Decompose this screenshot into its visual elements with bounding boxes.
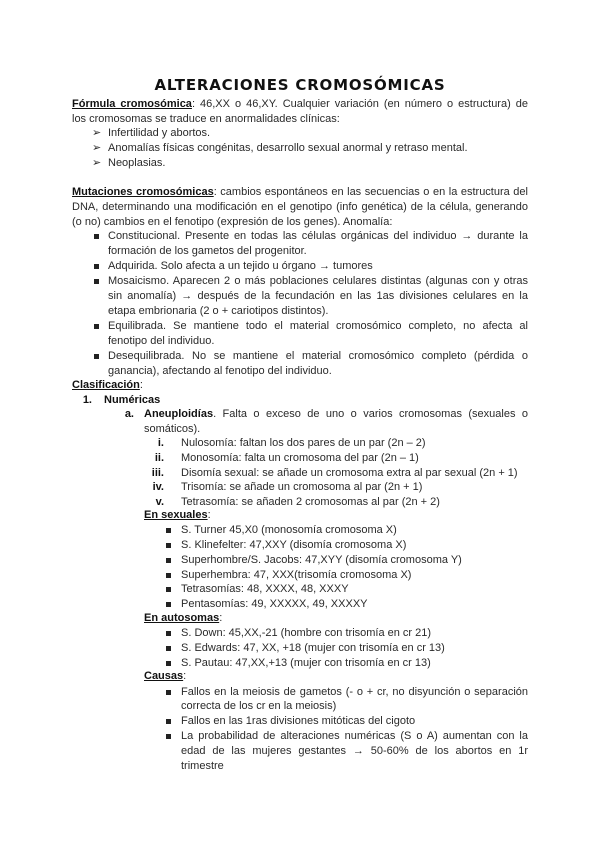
sexuales-colon: : [207, 509, 211, 521]
autosomas-item: S. Edwards: 47, XX, +18 (mujer con trisomía en cr 13) [181, 642, 445, 654]
sexuales-heading-line [144, 508, 211, 523]
formula-paragraph-line-1 [72, 97, 528, 112]
roman-marker: v. [155, 496, 164, 508]
mutacion-item-line: Constitucional. Presente en todas las células orgánicas del individuo → durante la [108, 230, 528, 242]
autosomas-item: S. Down: 45,XX,-21 (hombre con trisomía en cr 21) [181, 627, 432, 639]
causas-item-line: La probabilidad de alteraciones numéricas (S o A) aumentan con la [181, 730, 528, 742]
causas-item-line: Fallos en las 1ras divisiones mitóticas del cigoto [181, 715, 416, 727]
mutaciones-text-1: : cambios espontáneos en las secuencias o en la estructura del [213, 186, 528, 198]
autosomas-heading-line [144, 611, 222, 626]
arrow-bullet-icon: ➢ [92, 127, 102, 139]
mutacion-item-line: etapa embrionaria (2 o + cariotipos distintos). [108, 305, 329, 317]
autosomas-item: S. Pautau: 47,XX,+13 (mujer con trisomía en cr 13) [181, 657, 431, 669]
sexuales-item: S. Turner 45,X0 (monosomía cromosoma X) [181, 524, 397, 536]
arrow-bullet-icon: ➢ [92, 142, 102, 154]
causas-label: Causas [144, 670, 184, 682]
formula-item: Neoplasias. [108, 157, 166, 169]
formula-heading: Fórmula cromosómica [72, 98, 192, 110]
mutacion-item-line: sin anomalía) → después de la fecundación en las 1as divisiones celulares en la [108, 290, 528, 302]
square-bullet-icon [94, 354, 99, 359]
causas-item-line: edad de las mujeres gestantes → 50-60% de los abortos en 1r [181, 745, 528, 757]
formula-text-2: los cromosomas se traduce en anormalidades clínicas: [72, 113, 340, 125]
roman-marker: iii. [151, 467, 164, 479]
mutaciones-paragraph-line-1 [72, 185, 528, 200]
square-bullet-icon [166, 558, 171, 563]
square-bullet-icon [166, 602, 171, 607]
mutaciones-text-3: (o no) cambios en el fenotipo (expresión de los genes). Anomalía: [72, 216, 393, 228]
square-bullet-icon [166, 631, 171, 636]
arrow-bullet-icon: ➢ [92, 157, 102, 169]
numbered-marker: 1. [82, 394, 92, 406]
sexuales-item: Tetrasomías: 48, XXXX, 48, XXXY [181, 583, 349, 595]
roman-marker: i. [157, 437, 164, 449]
formula-text-1: : 46,XX o 46,XY. Cualquier variación (en número o estructura) de [191, 98, 528, 110]
clasificacion-heading-line [72, 378, 143, 393]
aneuploidias-line-1 [144, 407, 528, 422]
sexuales-item: Pentasomías: 49, XXXXX, 49, XXXXY [181, 598, 368, 610]
autosomas-colon: : [219, 612, 223, 624]
aneuploidias-text-1: . Falta o exceso de uno o varios cromosomas (sexuales o [213, 408, 528, 420]
letter-marker: a. [124, 408, 134, 420]
roman-item: Nulosomía: faltan los dos pares de un par (2n – 2) [181, 437, 426, 449]
mutacion-item-line: Adquirida. Solo afecta a un tejido u órgano → tumores [108, 260, 373, 272]
square-bullet-icon [166, 646, 171, 651]
mutacion-item-line: Desequilibrada. No se mantiene el material cromosómico completo (pérdida o [108, 350, 528, 362]
roman-item: Tetrasomía: se añaden 2 cromosomas al par (2n + 2) [181, 496, 440, 508]
page-title: ALTERACIONES CROMOSÓMICAS [154, 76, 446, 94]
aneuploidias-label: Aneuploidías [144, 408, 214, 420]
square-bullet-icon [166, 719, 171, 724]
roman-item: Disomía sexual: se añade un cromosoma extra al par sexual (2n + 1) [181, 467, 518, 479]
sexuales-label: En sexuales [144, 509, 208, 521]
mutacion-item-line: ganancia), afectando al fenotipo del individuo. [108, 365, 332, 377]
mutacion-item-line: formación de los gametos del progenitor. [108, 245, 307, 257]
clasificacion-heading: Clasificación [72, 379, 140, 391]
square-bullet-icon [166, 734, 171, 739]
square-bullet-icon [94, 279, 99, 284]
square-bullet-icon [94, 324, 99, 329]
causas-item-line: trimestre [181, 760, 224, 772]
autosomas-label: En autosomas [144, 612, 220, 624]
aneuploidias-text-2: somáticos). [144, 423, 201, 435]
causas-colon: : [183, 670, 187, 682]
causas-item-line: correcta de los cr en la meiosis) [181, 700, 337, 712]
square-bullet-icon [166, 587, 171, 592]
square-bullet-icon [166, 661, 171, 666]
square-bullet-icon [166, 528, 171, 533]
mutacion-item-line: fenotipo del individuo. [108, 335, 215, 347]
sexuales-item: Superhembra: 47, XXX(trisomía cromosoma X) [181, 569, 412, 581]
roman-marker: ii. [154, 452, 164, 464]
mutacion-item-line: Mosaicismo. Aparecen 2 o más poblaciones celulares distintas (algunas con y otras [108, 275, 528, 287]
square-bullet-icon [166, 573, 171, 578]
square-bullet-icon [94, 234, 99, 239]
numericas-label: Numéricas [104, 394, 161, 406]
square-bullet-icon [166, 690, 171, 695]
roman-marker: iv. [152, 481, 164, 493]
roman-item: Trisomía: se añade un cromosoma al par (2n + 1) [181, 481, 423, 493]
clasificacion-colon: : [139, 379, 143, 391]
mutacion-item-line: Equilibrada. Se mantiene todo el material cromosómico completo, no afecta al [108, 320, 528, 332]
square-bullet-icon [166, 543, 171, 548]
roman-item: Monosomía: falta un cromosoma del par (2n – 1) [181, 452, 419, 464]
formula-item: Anomalías físicas congénitas, desarrollo sexual anormal y retraso mental. [108, 142, 468, 154]
causas-heading-line [144, 669, 186, 684]
sexuales-item: Superhombre/S. Jacobs: 47,XYY (disomía cromosoma Y) [181, 554, 462, 566]
mutaciones-heading: Mutaciones cromosómicas [72, 186, 214, 198]
square-bullet-icon [94, 264, 99, 269]
formula-item: Infertilidad y abortos. [108, 127, 211, 139]
sexuales-item: S. Klinefelter: 47,XXY (disomía cromosoma X) [181, 539, 407, 551]
causas-item-line: Fallos en la meiosis de gametos (- o + cr, no disyunción o separación [181, 686, 528, 698]
mutaciones-text-2: DNA, determinando una modificación en el genotipo (info genética) de la célula, generando [72, 201, 528, 213]
